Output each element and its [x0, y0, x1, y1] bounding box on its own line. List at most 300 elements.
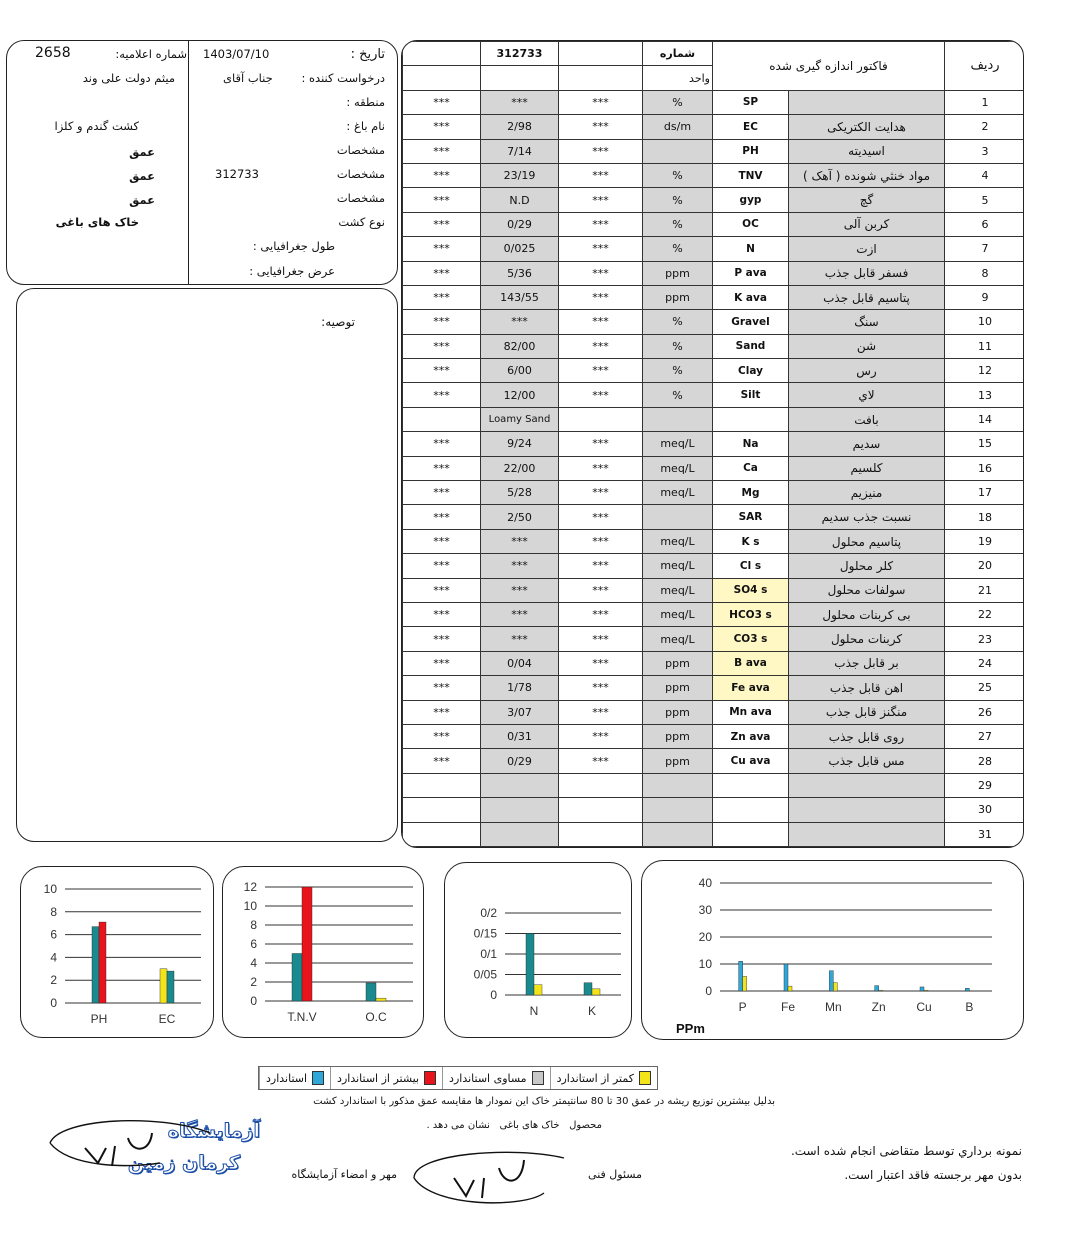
y-tick-label: 20 — [698, 930, 712, 944]
cell-b — [559, 773, 643, 797]
cell-a: *** — [403, 456, 481, 480]
cell-abbr: Mg — [713, 481, 789, 505]
cell-row-number: 17 — [945, 481, 1024, 505]
cell-a — [403, 773, 481, 797]
cell-value: Loamy Sand — [481, 407, 559, 431]
cell-unit — [643, 505, 713, 529]
cell-unit: % — [643, 163, 713, 187]
bar — [875, 986, 879, 991]
cell-b: *** — [559, 676, 643, 700]
cell-row-number: 23 — [945, 627, 1024, 651]
y-tick-label: 0/15 — [473, 926, 497, 941]
cell-unit: ds/m — [643, 115, 713, 139]
cell-b: *** — [559, 310, 643, 334]
cell-b: *** — [559, 627, 643, 651]
cultivation-value: خاک های باغی — [55, 215, 139, 229]
cell-unit: % — [643, 334, 713, 358]
cell-factor: کلسیم — [789, 456, 945, 480]
latitude-label: عرض جغرافیایی : — [249, 264, 335, 278]
cell-a: *** — [403, 505, 481, 529]
table-row — [403, 285, 1025, 309]
cell-a: *** — [403, 651, 481, 675]
region-label: منطقه : — [346, 95, 385, 109]
cell-abbr: P ava — [713, 261, 789, 285]
table-row — [403, 139, 1025, 163]
cell-factor — [789, 822, 945, 846]
table-row — [403, 90, 1025, 114]
cell-factor: سنگ — [789, 310, 945, 334]
cell-unit: ppm — [643, 285, 713, 309]
cell-a: *** — [403, 749, 481, 773]
table-row — [403, 212, 1025, 236]
cell-a: *** — [403, 188, 481, 212]
sample-info-box — [6, 40, 398, 285]
cell-value — [481, 773, 559, 797]
y-tick-label: 30 — [698, 903, 712, 917]
notice-number: 2658 — [35, 45, 71, 61]
y-tick-label: 0/2 — [480, 906, 497, 920]
cell-a: *** — [403, 285, 481, 309]
cell-abbr: Clay — [713, 359, 789, 383]
cell-a: *** — [403, 383, 481, 407]
bar — [592, 989, 600, 995]
cell-a — [403, 407, 481, 431]
cell-b: *** — [559, 749, 643, 773]
cell-a: *** — [403, 432, 481, 456]
x-tick-label: Cu — [916, 1000, 932, 1014]
cell-a — [403, 822, 481, 846]
cell-a: *** — [403, 212, 481, 236]
x-tick-label: Mn — [824, 1000, 842, 1014]
cell-unit — [643, 822, 713, 846]
cell-value: 2/50 — [481, 505, 559, 529]
cell-b: *** — [559, 188, 643, 212]
validity-note: بدون مهر برجسته فاقد اعتبار است. — [844, 1168, 1022, 1182]
cell-value: *** — [481, 554, 559, 578]
cell-factor: گچ — [789, 188, 945, 212]
cell-unit: ppm — [643, 749, 713, 773]
lab-name-1: آزمایشگاه — [167, 1120, 260, 1142]
x-tick-label: EC — [158, 1012, 176, 1026]
requester-name: میثم دولت علی وند — [82, 71, 175, 85]
cell-row-number: 31 — [945, 822, 1024, 846]
results-table — [401, 40, 1024, 848]
spec1-value: عمق — [129, 145, 155, 159]
y-tick-label: 8 — [250, 918, 257, 932]
table-row — [403, 627, 1025, 651]
cell-b: *** — [559, 529, 643, 553]
cell-row-number: 5 — [945, 188, 1024, 212]
cell-b — [559, 822, 643, 846]
header-blank-a — [403, 42, 481, 66]
cell-abbr: K s — [713, 529, 789, 553]
y-axis-label: PPm — [676, 1021, 705, 1036]
chart-tnv-oc — [222, 866, 424, 1038]
cell-value: *** — [481, 578, 559, 602]
y-tick-label: 0 — [250, 994, 257, 1008]
cell-unit: ppm — [643, 261, 713, 285]
cell-a: *** — [403, 359, 481, 383]
cell-abbr: Cu ava — [713, 749, 789, 773]
cell-factor: مس قابل جذب — [789, 749, 945, 773]
cell-unit: % — [643, 212, 713, 236]
cell-row-number: 1 — [945, 90, 1024, 114]
x-tick-label: PH — [90, 1012, 108, 1026]
cell-value: 22/00 — [481, 456, 559, 480]
cell-b: *** — [559, 139, 643, 163]
cell-b — [559, 798, 643, 822]
cell-b: *** — [559, 578, 643, 602]
table-row — [403, 602, 1025, 626]
cell-value: 0/04 — [481, 651, 559, 675]
legend-swatch — [424, 1071, 436, 1085]
cell-row-number: 24 — [945, 651, 1024, 675]
cell-unit: % — [643, 188, 713, 212]
cell-row-number: 7 — [945, 237, 1024, 261]
cell-b: *** — [559, 651, 643, 675]
cell-abbr: Cl s — [713, 554, 789, 578]
table-row — [403, 651, 1025, 675]
cell-a: *** — [403, 578, 481, 602]
recommendation-label: توصیه: — [321, 315, 355, 329]
cell-value: 0/29 — [481, 212, 559, 236]
x-tick-label: Fe — [780, 1000, 796, 1014]
cell-b: *** — [559, 115, 643, 139]
cell-factor: هدایت الکتریکی — [789, 115, 945, 139]
chart-micro — [641, 860, 1024, 1040]
cell-b: *** — [559, 334, 643, 358]
cell-value: *** — [481, 310, 559, 334]
tech-signature-icon — [404, 1138, 574, 1218]
cell-factor: رس — [789, 359, 945, 383]
cell-abbr — [713, 822, 789, 846]
cell-abbr: Na — [713, 432, 789, 456]
cell-a: *** — [403, 115, 481, 139]
cell-unit: meq/L — [643, 578, 713, 602]
cultivation-label: نوع کشت — [338, 215, 385, 229]
y-tick-label: 6 — [50, 927, 57, 942]
table-row — [403, 163, 1025, 187]
sampling-note: نمونه برداري توسط متقاضی انجام شده است. — [790, 1144, 1022, 1158]
cell-b: *** — [559, 724, 643, 748]
cell-row-number: 28 — [945, 749, 1024, 773]
cell-value: N.D — [481, 188, 559, 212]
cell-b: *** — [559, 212, 643, 236]
y-tick-label: 0 — [705, 984, 712, 998]
cell-abbr — [713, 773, 789, 797]
y-tick-label: 12 — [243, 880, 257, 894]
cell-factor: نسبت جذب سدیم — [789, 505, 945, 529]
cell-row-number: 3 — [945, 139, 1024, 163]
bar — [743, 976, 747, 991]
cell-row-number: 11 — [945, 334, 1024, 358]
cell-abbr: HCO3 s — [713, 602, 789, 626]
cell-factor: روی قابل جذب — [789, 724, 945, 748]
x-tick-label: N — [529, 1004, 539, 1018]
chart-ph-ec — [20, 866, 214, 1038]
footer-note-2: محصول خاک های باغی نشان می دهد . — [426, 1120, 602, 1131]
longitude-label: طول جغرافیایی : — [252, 239, 335, 253]
bar — [920, 987, 924, 991]
cell-a — [403, 798, 481, 822]
y-tick-label: 8 — [50, 904, 57, 919]
chart-tnv-oc-svg — [223, 867, 425, 1039]
cell-b: *** — [559, 432, 643, 456]
cell-abbr: SO4 s — [713, 578, 789, 602]
cell-row-number: 15 — [945, 432, 1024, 456]
table-row — [403, 822, 1025, 846]
spec3-label: مشخصات — [336, 191, 385, 205]
table-row — [403, 188, 1025, 212]
tech-label: مسئول فنی — [588, 1168, 642, 1181]
results-body — [403, 90, 1025, 846]
table-row — [403, 115, 1025, 139]
legend-label: بیشتر از استاندارد — [337, 1071, 420, 1085]
cell-abbr: PH — [713, 139, 789, 163]
cell-value: 82/00 — [481, 334, 559, 358]
cell-b: *** — [559, 554, 643, 578]
header-blank-d — [481, 66, 559, 90]
cell-abbr — [713, 407, 789, 431]
y-tick-label: 4 — [50, 950, 57, 965]
cell-value: 6/00 — [481, 359, 559, 383]
cell-unit: % — [643, 383, 713, 407]
cell-abbr: Silt — [713, 383, 789, 407]
garden-label: نام باغ : — [346, 119, 385, 133]
cell-b: *** — [559, 261, 643, 285]
cell-value: *** — [481, 602, 559, 626]
cell-factor: مواد خنثي شونده ( آهک ) — [789, 163, 945, 187]
bar — [526, 934, 534, 996]
legend-label: استاندارد — [266, 1071, 308, 1085]
cell-a: *** — [403, 554, 481, 578]
y-tick-label: 6 — [250, 937, 257, 951]
cell-a: *** — [403, 139, 481, 163]
cell-a: *** — [403, 90, 481, 114]
table-row — [403, 261, 1025, 285]
cell-row-number: 30 — [945, 798, 1024, 822]
cell-value: 0/31 — [481, 724, 559, 748]
legend-item — [259, 1067, 330, 1089]
cell-unit: meq/L — [643, 554, 713, 578]
cell-row-number: 13 — [945, 383, 1024, 407]
cell-abbr: TNV — [713, 163, 789, 187]
cell-abbr: Ca — [713, 456, 789, 480]
cell-row-number: 26 — [945, 700, 1024, 724]
table-row — [403, 578, 1025, 602]
cell-value: 0/025 — [481, 237, 559, 261]
cell-factor: ازت — [789, 237, 945, 261]
table-row — [403, 383, 1025, 407]
spec1-label: مشخصات — [336, 143, 385, 157]
divider — [188, 41, 189, 284]
cell-value: *** — [481, 627, 559, 651]
x-tick-label: Zn — [871, 1000, 886, 1014]
lab-name-2: کرمان زمین — [127, 1152, 240, 1174]
cell-factor: اسیدیته — [789, 139, 945, 163]
cell-b: *** — [559, 383, 643, 407]
requester-title: جناب آقای — [223, 71, 273, 85]
cell-value: *** — [481, 90, 559, 114]
cell-unit: % — [643, 359, 713, 383]
cell-abbr — [713, 798, 789, 822]
cell-abbr: SP — [713, 90, 789, 114]
cell-unit: meq/L — [643, 602, 713, 626]
y-tick-label: 4 — [250, 956, 257, 970]
cell-value: 12/00 — [481, 383, 559, 407]
table-row — [403, 529, 1025, 553]
y-tick-label: 10 — [243, 899, 257, 913]
table-row — [403, 505, 1025, 529]
cell-abbr: N — [713, 237, 789, 261]
cell-factor: پتاسیم قابل جذب — [789, 285, 945, 309]
cell-b: *** — [559, 163, 643, 187]
cell-a: *** — [403, 627, 481, 651]
table-row — [403, 773, 1025, 797]
cell-unit: meq/L — [643, 481, 713, 505]
cell-abbr: B ava — [713, 651, 789, 675]
cell-abbr: Zn ava — [713, 724, 789, 748]
header-blank-c — [403, 66, 481, 90]
table-row — [403, 724, 1025, 748]
chart-n-k-svg — [445, 863, 633, 1039]
cell-row-number: 14 — [945, 407, 1024, 431]
legend-swatch — [532, 1071, 544, 1085]
cell-b: *** — [559, 359, 643, 383]
cell-value: 143/55 — [481, 285, 559, 309]
table-row — [403, 432, 1025, 456]
cell-value: *** — [481, 529, 559, 553]
table-row — [403, 481, 1025, 505]
cell-unit: ppm — [643, 724, 713, 748]
cell-b: *** — [559, 285, 643, 309]
col-row-header: ردیف — [945, 42, 1024, 91]
footer-note-1: بدلیل بیشترین توزیع ریشه در عمق 30 تا 80 سانتیمتر خاک این نمودار ها مقایسه عمق مذکور با استاندارد کشت — [313, 1096, 775, 1107]
cell-row-number: 19 — [945, 529, 1024, 553]
cell-abbr: Mn ava — [713, 700, 789, 724]
cell-value — [481, 798, 559, 822]
y-tick-label: 10 — [698, 957, 712, 971]
bar — [879, 990, 883, 991]
cell-row-number: 10 — [945, 310, 1024, 334]
cell-value — [481, 822, 559, 846]
cell-unit: % — [643, 237, 713, 261]
cell-row-number: 16 — [945, 456, 1024, 480]
cell-value: 9/24 — [481, 432, 559, 456]
cell-factor: بر قابل جذب — [789, 651, 945, 675]
cell-a: *** — [403, 724, 481, 748]
cell-factor — [789, 90, 945, 114]
cell-row-number: 18 — [945, 505, 1024, 529]
x-tick-label: B — [965, 1000, 974, 1014]
cell-abbr: Gravel — [713, 310, 789, 334]
cell-abbr: EC — [713, 115, 789, 139]
bar — [584, 983, 592, 995]
y-tick-label: 40 — [698, 876, 712, 890]
chart-ph-ec-svg — [21, 867, 215, 1039]
cell-row-number: 8 — [945, 261, 1024, 285]
cell-abbr: SAR — [713, 505, 789, 529]
cell-factor: کلر محلول — [789, 554, 945, 578]
cell-row-number: 2 — [945, 115, 1024, 139]
cell-a: *** — [403, 700, 481, 724]
spec2-label: مشخصات — [336, 167, 385, 181]
cell-factor: کربن آلی — [789, 212, 945, 236]
cell-factor: شن — [789, 334, 945, 358]
cell-factor — [789, 798, 945, 822]
cell-factor: منیزیم — [789, 481, 945, 505]
table-row — [403, 700, 1025, 724]
spec2-number: 312733 — [215, 167, 259, 181]
cell-row-number: 22 — [945, 602, 1024, 626]
legend-item — [442, 1067, 550, 1089]
cell-b: *** — [559, 237, 643, 261]
cell-row-number: 12 — [945, 359, 1024, 383]
cell-abbr: CO3 s — [713, 627, 789, 651]
cell-value: 5/28 — [481, 481, 559, 505]
cell-value: 5/36 — [481, 261, 559, 285]
sample-number: 312733 — [481, 42, 559, 66]
lab-stamp-label: مهر و امضاء آزمایشگاه — [291, 1168, 397, 1181]
cell-row-number: 4 — [945, 163, 1024, 187]
bar — [829, 971, 833, 991]
cell-factor: پتاسیم محلول — [789, 529, 945, 553]
bar — [833, 983, 837, 991]
spec3-value: عمق — [129, 193, 155, 207]
requester-label: درخواست کننده : — [301, 71, 385, 85]
cell-row-number: 6 — [945, 212, 1024, 236]
cell-value: 1/78 — [481, 676, 559, 700]
date-label: تاریخ : — [350, 47, 385, 62]
bar — [965, 988, 969, 991]
table-row — [403, 407, 1025, 431]
legend-label: مساوی استاندارد — [449, 1071, 527, 1085]
cell-factor: کربنات محلول — [789, 627, 945, 651]
bar — [99, 922, 106, 1003]
table-row — [403, 237, 1025, 261]
cell-factor: بی کربنات محلول — [789, 602, 945, 626]
cell-unit — [643, 773, 713, 797]
col-unit-header: واحد — [643, 66, 713, 90]
cell-unit: meq/L — [643, 456, 713, 480]
cell-unit: meq/L — [643, 432, 713, 456]
cell-b: *** — [559, 700, 643, 724]
cell-factor: سدیم — [789, 432, 945, 456]
cell-unit: meq/L — [643, 627, 713, 651]
cell-factor: بافت — [789, 407, 945, 431]
cell-a: *** — [403, 529, 481, 553]
cell-a: *** — [403, 602, 481, 626]
cell-factor: سولفات محلول — [789, 578, 945, 602]
table-row — [403, 359, 1025, 383]
table-row — [403, 798, 1025, 822]
cell-value: 3/07 — [481, 700, 559, 724]
cell-unit: % — [643, 90, 713, 114]
legend-item — [330, 1067, 442, 1089]
col-number-header: شماره — [643, 42, 713, 66]
cell-unit: ppm — [643, 651, 713, 675]
cell-abbr: Sand — [713, 334, 789, 358]
cell-factor: لاي — [789, 383, 945, 407]
table-row — [403, 456, 1025, 480]
cell-row-number: 9 — [945, 285, 1024, 309]
cell-abbr: K ava — [713, 285, 789, 309]
cell-value: 7/14 — [481, 139, 559, 163]
cell-unit: meq/L — [643, 529, 713, 553]
cell-unit: % — [643, 310, 713, 334]
cell-unit — [643, 407, 713, 431]
cell-abbr: Fe ava — [713, 676, 789, 700]
